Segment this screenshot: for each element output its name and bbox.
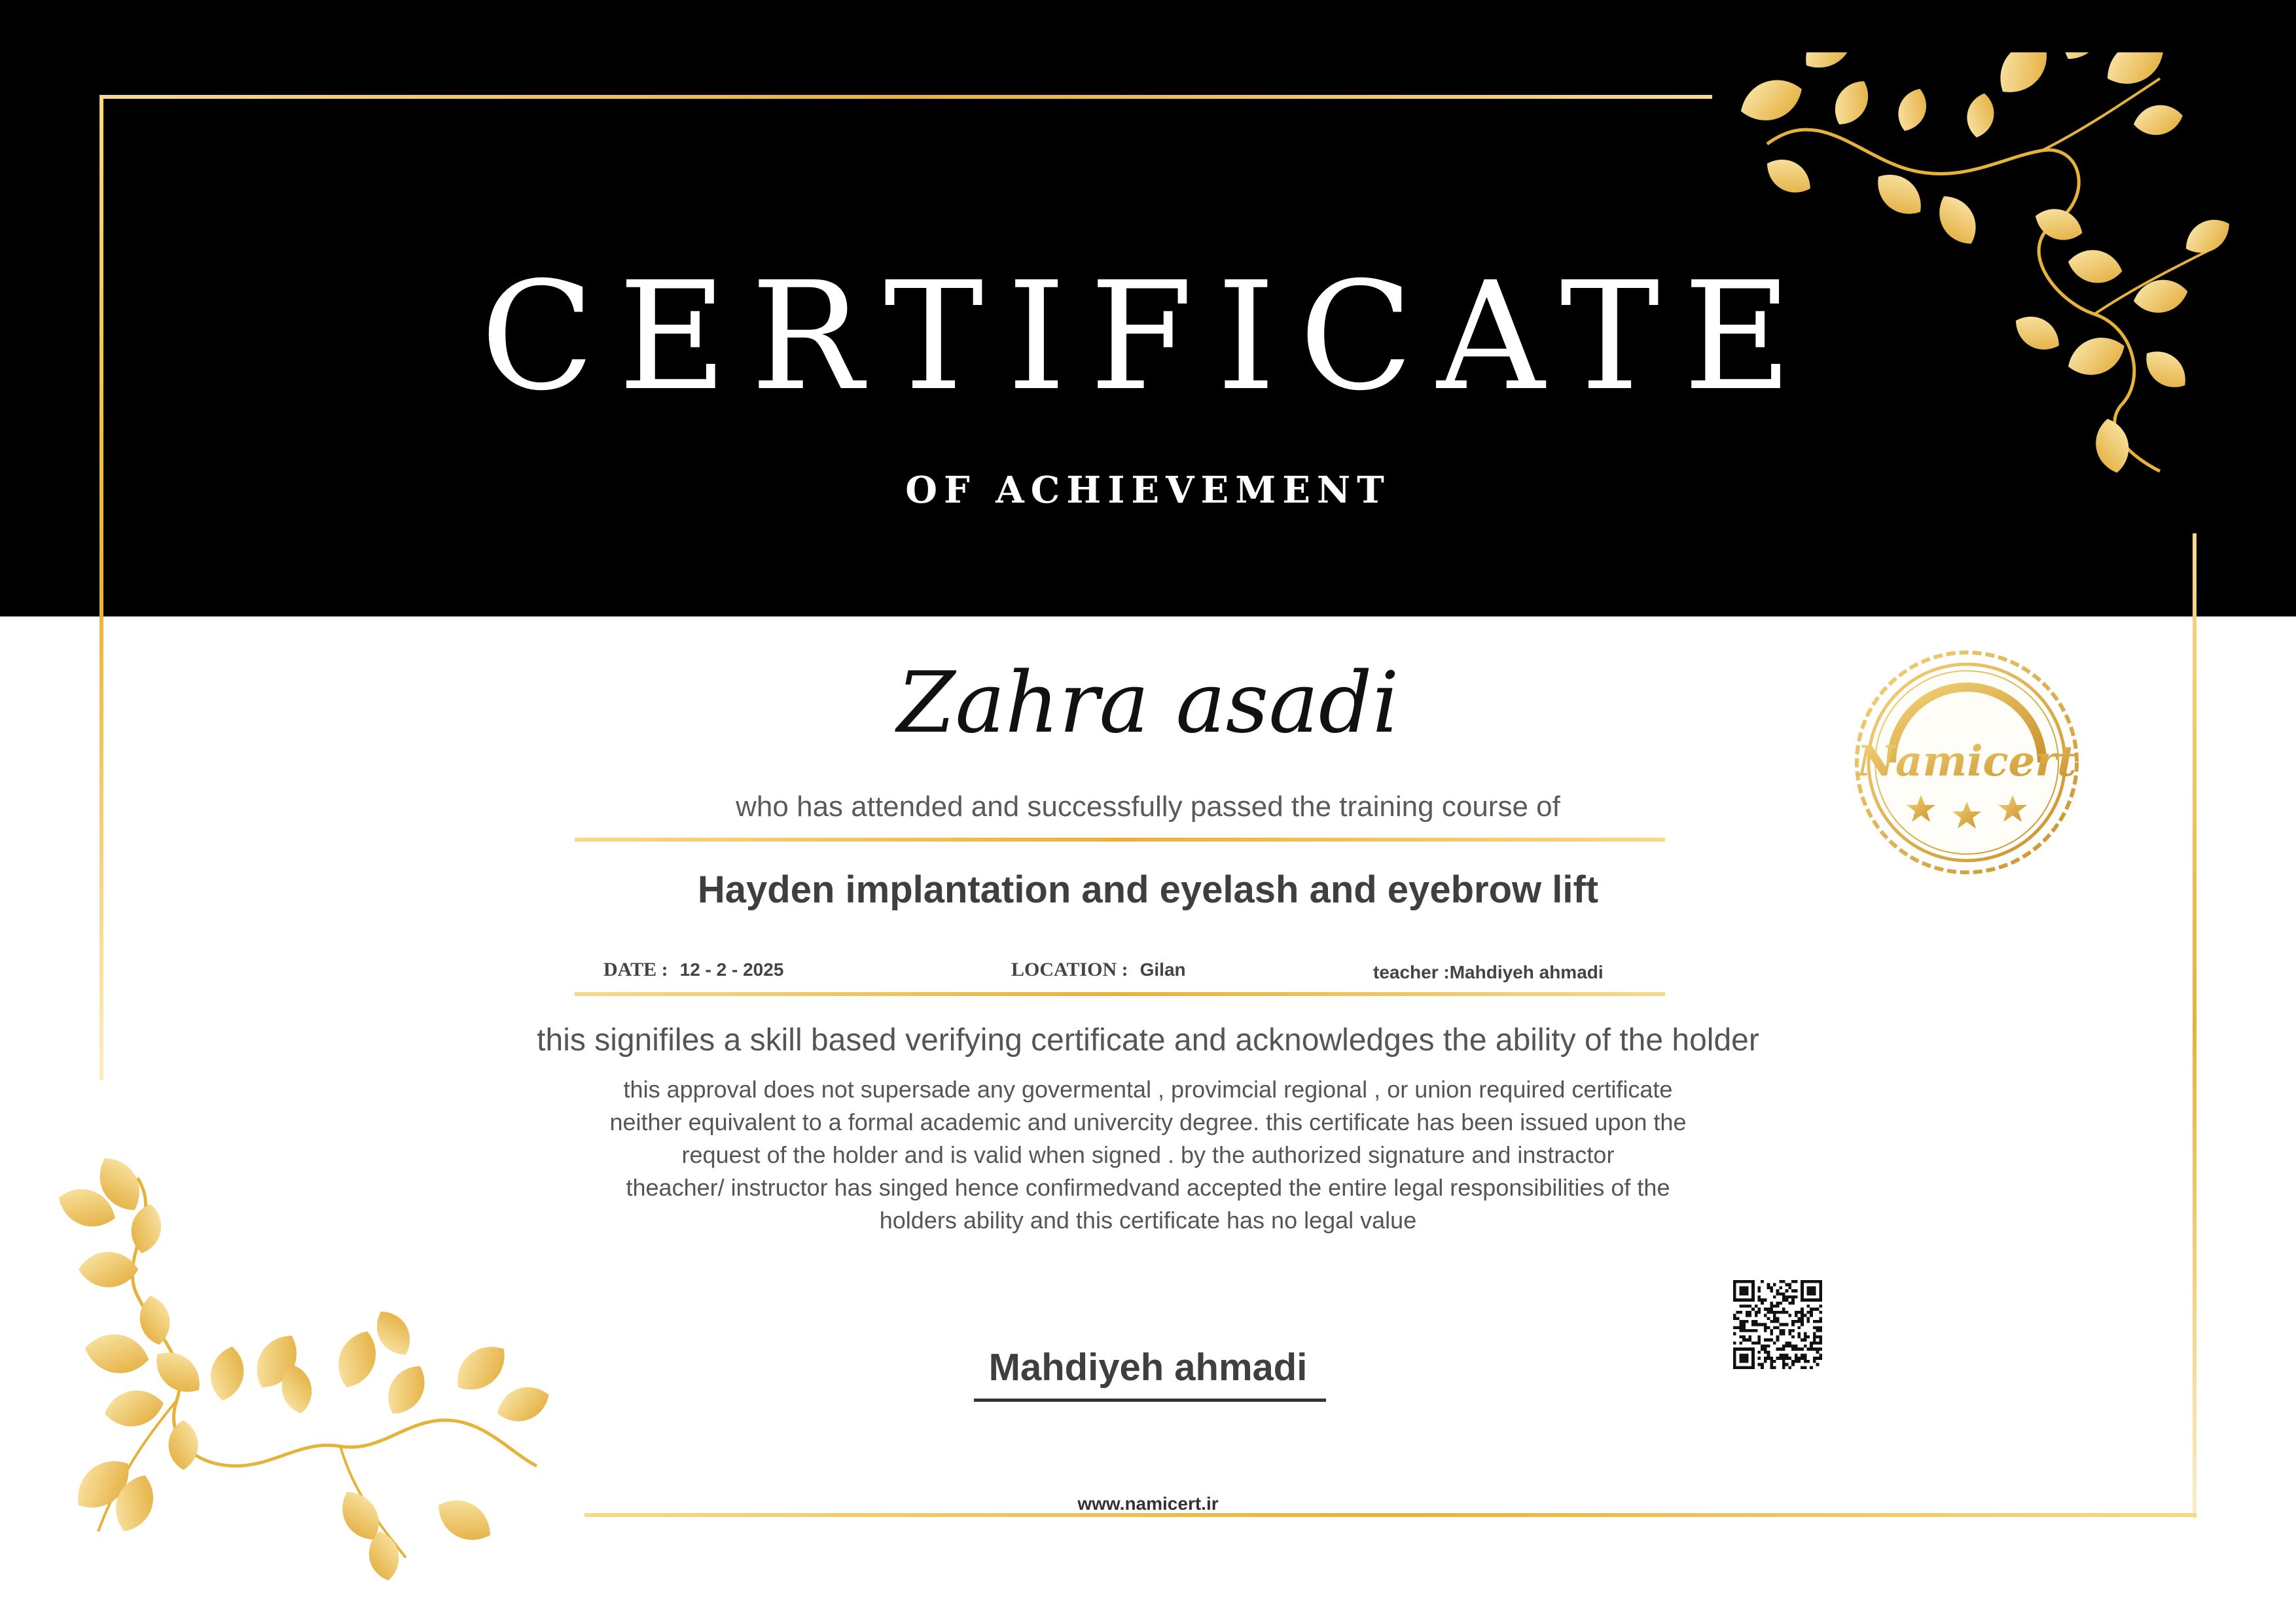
gold-leaf-icon	[331, 1325, 384, 1393]
frame-left-line	[99, 95, 103, 1080]
gold-leaf-icon	[2131, 276, 2191, 317]
signifies-text: this signifiles a skill based verifying certificate and acknowledges the ability of the holder	[537, 1023, 1759, 1058]
course-divider-top	[575, 838, 1665, 842]
attended-text: who has attended and successfully passed the training course of	[736, 791, 1560, 823]
gold-leaf-icon	[1892, 84, 1932, 135]
seal-brand: Namicert	[1857, 737, 2077, 786]
gold-leaf-icon	[79, 1252, 138, 1287]
gold-leaf-icon	[1988, 52, 2059, 104]
gold-leaf-icon	[2062, 329, 2130, 383]
disclaimer-line: this approval does not supersade any govermental , provimcial regional , or union required certificate	[623, 1076, 1673, 1103]
gold-leaf-icon	[1760, 151, 1818, 202]
frame-top-line	[99, 95, 1712, 99]
disclaimer-text	[559, 1073, 1737, 1237]
gold-leaf-icon	[1964, 91, 1998, 139]
disclaimer-line: neither equivalent to a formal academic and univercity degree. this certificate has been issued upon the	[609, 1109, 1687, 1135]
date-value: 12 - 2 - 2025	[679, 959, 784, 980]
teacher-value: Mahdiyeh ahmadi	[1449, 962, 1604, 982]
gold-leaf-icon	[447, 1336, 516, 1401]
gold-leaf-icon	[379, 1358, 435, 1421]
teacher-label: teacher :	[1373, 962, 1450, 982]
signer-name: Mahdiyeh ahmadi	[988, 1346, 1308, 1389]
recipient-name: Zahra asadi	[897, 654, 1399, 752]
signature-underline	[974, 1399, 1326, 1402]
course-divider-bottom	[575, 992, 1665, 996]
gold-leaf-vine-icon	[1728, 52, 2265, 497]
website-url[interactable]: www.namicert.ir	[1077, 1493, 1219, 1514]
gold-leaf-icon	[368, 1304, 419, 1362]
gold-leaf-icon	[2009, 308, 2066, 359]
gold-leaf-icon	[2092, 416, 2133, 476]
gold-leaf-icon	[169, 1420, 198, 1470]
disclaimer-line: request of the holder and is valid when signed . by the authorized signature and instractor	[681, 1141, 1615, 1168]
gold-leaf-icon	[430, 1490, 499, 1550]
certificate-title: CERTIFICATE	[480, 249, 1816, 423]
disclaimer-line: holders ability and this certificate has no legal value	[879, 1207, 1417, 1234]
date-label: DATE :	[603, 959, 668, 980]
gold-leaf-icon	[82, 1329, 152, 1378]
gold-leaf-icon	[2131, 101, 2185, 139]
qr-code-icon[interactable]	[1733, 1280, 1822, 1369]
certificate-subtitle: OF ACHIEVEMENT	[905, 469, 1391, 512]
gold-leaf-icon	[492, 1380, 554, 1429]
namicert-seal-icon	[1852, 648, 2081, 877]
gold-leaf-icon	[2179, 211, 2236, 262]
gold-leaf-icon	[2098, 52, 2173, 95]
location-label: LOCATION :	[1011, 959, 1128, 980]
course-name: Hayden implantation and eyelash and eyebrow lift	[697, 868, 1599, 911]
gold-leaf-icon	[1734, 71, 1808, 130]
date-field	[603, 959, 783, 981]
disclaimer-line: theacher/ instructor has singed hence confirmedvand accepted the entire legal responsibilities of the	[626, 1174, 1670, 1201]
gold-leaf-icon	[1827, 74, 1877, 132]
gold-leaf-icon	[1795, 52, 1864, 79]
gold-leaf-icon	[207, 1344, 248, 1403]
gold-leaf-icon	[2138, 342, 2195, 397]
location-field	[1011, 959, 1186, 981]
gold-leaf-icon	[2066, 246, 2125, 287]
gold-leaf-vine-icon	[39, 1139, 563, 1597]
teacher-field	[1373, 962, 1604, 983]
gold-leaf-icon	[2053, 52, 2113, 68]
location-value: Gilan	[1139, 959, 1186, 980]
gold-leaf-icon	[1930, 188, 1986, 252]
